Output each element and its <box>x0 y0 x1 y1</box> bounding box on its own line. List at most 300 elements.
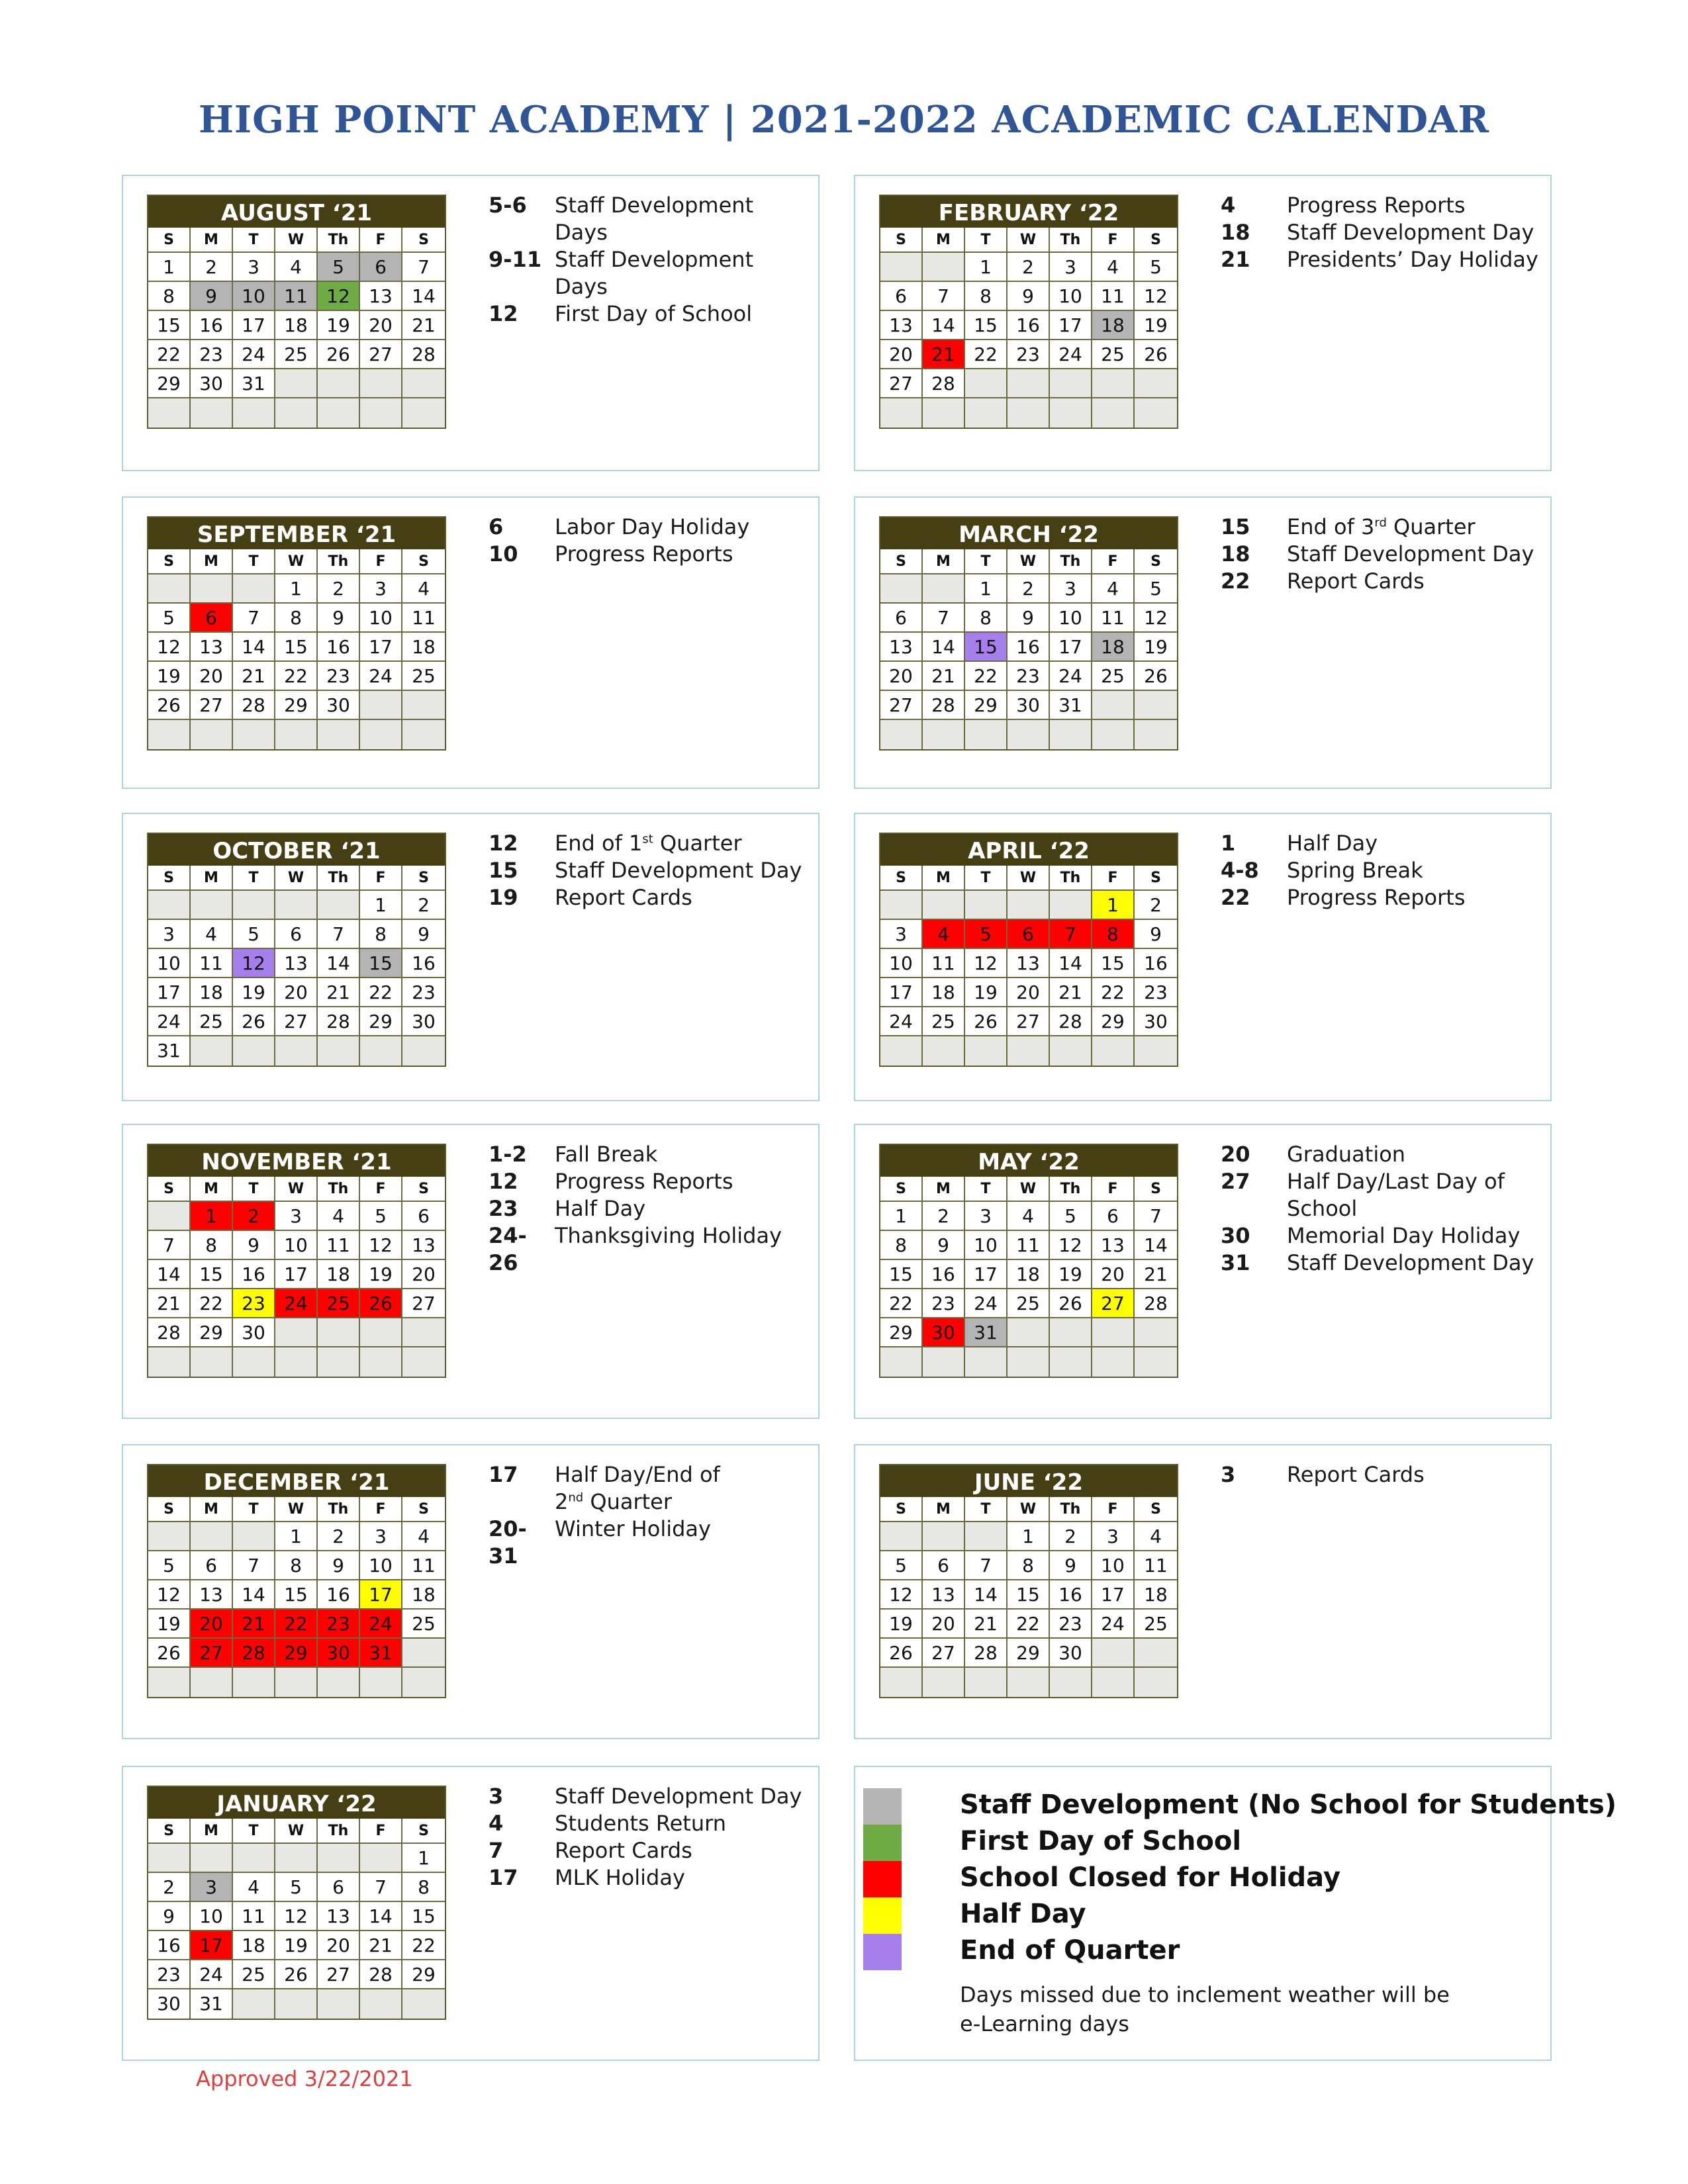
month-title: NOVEMBER ‘21 <box>148 1145 445 1177</box>
empty-cell <box>923 891 965 920</box>
weekday-header: M <box>923 1497 965 1522</box>
weekday-header: F <box>360 1497 402 1522</box>
day-cell: 11 <box>233 1902 275 1931</box>
weekday-header: F <box>1092 866 1135 891</box>
day-cell: 7 <box>233 604 275 633</box>
day-cell: 21 <box>1050 978 1092 1007</box>
event-date: 9-11 <box>489 247 542 272</box>
event-row <box>489 192 810 246</box>
empty-cell <box>275 398 318 428</box>
day-cell: 21 <box>965 1610 1008 1639</box>
day-cell: 20 <box>1008 978 1050 1007</box>
day-cell: 16 <box>1050 1580 1092 1610</box>
day-cell: 5 <box>880 1551 923 1580</box>
day-grid <box>148 1497 445 1697</box>
weekday-header: S <box>402 1819 445 1844</box>
day-cell: 29 <box>275 691 318 720</box>
empty-cell <box>965 1036 1008 1066</box>
month-title: AUGUST ‘21 <box>148 196 445 228</box>
day-cell: 8 <box>402 1873 445 1902</box>
day-cell: 3 <box>1050 253 1092 282</box>
empty-cell <box>965 369 1008 398</box>
day-cell-closed: 31 <box>360 1639 402 1668</box>
day-cell: 25 <box>1008 1289 1050 1318</box>
empty-cell <box>360 1668 402 1697</box>
calendar-dec <box>147 1464 446 1698</box>
day-cell: 21 <box>1135 1260 1177 1289</box>
day-cell: 10 <box>880 949 923 978</box>
month-panel-sep <box>122 496 820 789</box>
day-cell-staff: 10 <box>233 282 275 311</box>
event-row <box>1221 514 1542 541</box>
empty-cell <box>360 398 402 428</box>
day-cell: 8 <box>965 282 1008 311</box>
day-cell: 22 <box>275 662 318 691</box>
day-cell: 17 <box>1092 1580 1135 1610</box>
event-date: 15 <box>489 858 518 883</box>
month-title: APRIL ‘22 <box>880 834 1177 866</box>
weekday-header: M <box>191 1177 233 1202</box>
empty-cell <box>1135 398 1177 428</box>
empty-cell <box>233 1036 275 1066</box>
empty-cell <box>1008 1036 1050 1066</box>
month-panel-feb <box>854 175 1552 471</box>
day-cell: 14 <box>318 949 360 978</box>
empty-cell <box>1050 720 1092 749</box>
event-text: Report Cards <box>555 885 692 910</box>
day-cell: 11 <box>1008 1231 1050 1260</box>
day-cell: 4 <box>191 920 233 949</box>
day-cell: 22 <box>402 1931 445 1960</box>
day-cell: 28 <box>318 1007 360 1036</box>
day-cell: 31 <box>233 369 275 398</box>
day-cell: 9 <box>1008 604 1050 633</box>
month-title: FEBRUARY ‘22 <box>880 196 1177 228</box>
empty-cell <box>1135 1036 1177 1066</box>
weekday-header: S <box>402 1497 445 1522</box>
event-date: 15 <box>1221 514 1250 539</box>
day-cell: 17 <box>965 1260 1008 1289</box>
day-cell: 15 <box>191 1260 233 1289</box>
event-row <box>489 514 810 541</box>
day-cell: 2 <box>1008 253 1050 282</box>
event-text: Report Cards <box>1287 1462 1425 1487</box>
legend-swatch-quarter <box>863 1934 902 1970</box>
event-text: Staff Development Day <box>1287 541 1534 567</box>
weekday-header: W <box>275 1497 318 1522</box>
day-cell: 23 <box>923 1289 965 1318</box>
weekday-header: W <box>1008 1497 1050 1522</box>
day-cell: 1 <box>965 574 1008 604</box>
day-cell: 22 <box>965 662 1008 691</box>
day-grid <box>880 1177 1177 1377</box>
day-cell: 7 <box>1135 1202 1177 1231</box>
day-cell-staff: 18 <box>1092 633 1135 662</box>
event-row <box>1221 192 1542 219</box>
day-cell: 21 <box>318 978 360 1007</box>
event-row <box>489 1168 810 1195</box>
day-cell: 25 <box>923 1007 965 1036</box>
event-text: Graduation <box>1287 1142 1406 1167</box>
weekday-header: T <box>965 866 1008 891</box>
day-cell: 9 <box>1008 282 1050 311</box>
day-cell: 21 <box>402 311 445 340</box>
day-cell: 15 <box>275 1580 318 1610</box>
day-cell: 13 <box>1092 1231 1135 1260</box>
empty-cell <box>965 1522 1008 1551</box>
event-date: 18 <box>1221 541 1250 567</box>
empty-cell <box>191 1036 233 1066</box>
day-cell: 1 <box>402 1844 445 1873</box>
event-date: 17 <box>489 1462 518 1487</box>
day-cell: 11 <box>402 604 445 633</box>
day-cell: 21 <box>148 1289 191 1318</box>
weekday-header: F <box>360 549 402 574</box>
weekday-header: S <box>880 549 923 574</box>
month-title: JUNE ‘22 <box>880 1465 1177 1497</box>
empty-cell <box>233 1522 275 1551</box>
day-cell: 8 <box>360 920 402 949</box>
day-cell: 1 <box>360 891 402 920</box>
event-row <box>489 830 810 857</box>
day-cell-closed: 8 <box>1092 920 1135 949</box>
month-title: JANUARY ‘22 <box>148 1787 445 1819</box>
event-text: Staff Development Days <box>555 193 754 245</box>
month-title: MARCH ‘22 <box>880 518 1177 549</box>
day-cell: 12 <box>148 1580 191 1610</box>
day-cell: 22 <box>148 340 191 369</box>
event-text: First Day of School <box>555 301 753 326</box>
day-cell: 5 <box>1135 253 1177 282</box>
day-cell: 13 <box>191 633 233 662</box>
empty-cell <box>191 574 233 604</box>
event-date: 20-31 <box>489 1516 527 1569</box>
legend-item-quarter <box>863 1934 902 1970</box>
empty-cell <box>360 369 402 398</box>
day-cell: 2 <box>1135 891 1177 920</box>
day-cell: 28 <box>923 691 965 720</box>
event-list-mar <box>1221 514 1542 595</box>
event-text: MLK Holiday <box>555 1865 685 1890</box>
day-cell: 23 <box>148 1960 191 1989</box>
empty-cell <box>148 1668 191 1697</box>
day-cell-closed: 4 <box>923 920 965 949</box>
event-text: Staff Development Day <box>1287 220 1534 245</box>
day-cell: 10 <box>360 604 402 633</box>
event-text: Progress Reports <box>555 1169 733 1194</box>
weekday-header: S <box>1135 1177 1177 1202</box>
day-cell: 3 <box>360 574 402 604</box>
day-cell: 8 <box>880 1231 923 1260</box>
day-cell: 26 <box>880 1639 923 1668</box>
event-date: 12 <box>489 301 518 326</box>
empty-cell <box>360 691 402 720</box>
weekday-header: S <box>148 228 191 253</box>
day-cell: 18 <box>402 633 445 662</box>
calendar-mar <box>879 516 1178 751</box>
day-cell: 14 <box>233 633 275 662</box>
event-text: Half Day/Last Day of School <box>1287 1169 1505 1221</box>
day-cell-closed: 26 <box>360 1289 402 1318</box>
day-cell: 18 <box>275 311 318 340</box>
day-cell: 30 <box>1135 1007 1177 1036</box>
day-cell: 16 <box>318 633 360 662</box>
day-cell: 5 <box>275 1873 318 1902</box>
day-cell: 2 <box>318 574 360 604</box>
day-cell-closed: 22 <box>275 1610 318 1639</box>
empty-cell <box>191 1522 233 1551</box>
legend-swatch-staff <box>863 1788 902 1825</box>
day-cell: 10 <box>965 1231 1008 1260</box>
day-cell: 5 <box>1135 574 1177 604</box>
day-cell: 20 <box>880 662 923 691</box>
day-cell: 16 <box>402 949 445 978</box>
weekday-header: M <box>923 549 965 574</box>
day-cell: 13 <box>402 1231 445 1260</box>
day-cell: 29 <box>880 1318 923 1347</box>
day-cell: 9 <box>1050 1551 1092 1580</box>
event-row <box>1221 1461 1542 1488</box>
day-cell: 8 <box>275 1551 318 1580</box>
event-row <box>489 1141 810 1168</box>
day-cell: 31 <box>148 1036 191 1066</box>
day-cell: 14 <box>923 311 965 340</box>
day-cell: 28 <box>148 1318 191 1347</box>
empty-cell <box>275 891 318 920</box>
empty-cell <box>318 398 360 428</box>
day-cell: 11 <box>402 1551 445 1580</box>
day-cell: 3 <box>965 1202 1008 1231</box>
event-row <box>489 1222 810 1277</box>
day-cell: 13 <box>275 949 318 978</box>
weekday-header: Th <box>1050 549 1092 574</box>
month-title: OCTOBER ‘21 <box>148 834 445 866</box>
empty-cell <box>1135 1639 1177 1668</box>
day-cell: 15 <box>965 311 1008 340</box>
day-cell: 20 <box>880 340 923 369</box>
day-grid <box>148 549 445 749</box>
event-date: 30 <box>1221 1223 1250 1248</box>
empty-cell <box>1135 720 1177 749</box>
empty-cell <box>923 1036 965 1066</box>
legend-label-staff: Staff Development (No School for Students) <box>960 1790 1617 1820</box>
empty-cell <box>360 1036 402 1066</box>
day-cell-staff: 6 <box>360 253 402 282</box>
day-cell: 27 <box>360 340 402 369</box>
event-row <box>1221 884 1542 911</box>
empty-cell <box>148 1522 191 1551</box>
day-cell: 5 <box>360 1202 402 1231</box>
day-cell: 18 <box>1135 1580 1177 1610</box>
day-cell: 10 <box>191 1902 233 1931</box>
day-cell: 14 <box>148 1260 191 1289</box>
month-title: MAY ‘22 <box>880 1145 1177 1177</box>
weekday-header: S <box>1135 549 1177 574</box>
event-date: 24-26 <box>489 1223 527 1275</box>
weekday-header: S <box>880 228 923 253</box>
weekday-header: T <box>965 549 1008 574</box>
day-cell: 4 <box>233 1873 275 1902</box>
weekday-header: T <box>965 1177 1008 1202</box>
day-cell: 2 <box>1050 1522 1092 1551</box>
empty-cell <box>923 1668 965 1697</box>
legend-note: Days missed due to inclement weather will be e-Learning days <box>960 1982 1450 2036</box>
empty-cell <box>191 398 233 428</box>
day-cell: 12 <box>1135 604 1177 633</box>
month-panel-nov <box>122 1124 820 1419</box>
day-cell: 22 <box>1008 1610 1050 1639</box>
day-cell-closed: 7 <box>1050 920 1092 949</box>
event-row <box>489 246 810 300</box>
empty-cell <box>880 1522 923 1551</box>
day-cell: 11 <box>923 949 965 978</box>
weekday-header: W <box>1008 549 1050 574</box>
empty-cell <box>233 398 275 428</box>
day-cell-closed: 25 <box>318 1289 360 1318</box>
day-cell: 23 <box>191 340 233 369</box>
day-cell: 3 <box>1050 574 1092 604</box>
event-text: Staff Development Day <box>1287 1250 1534 1275</box>
empty-cell <box>880 253 923 282</box>
event-date: 20 <box>1221 1142 1250 1167</box>
calendar-nov <box>147 1144 446 1378</box>
weekday-header: Th <box>318 1177 360 1202</box>
day-cell: 1 <box>148 253 191 282</box>
event-text: Staff Development Days <box>555 247 754 299</box>
day-cell-closed: 23 <box>318 1610 360 1639</box>
empty-cell <box>148 720 191 749</box>
event-text: Presidents’ Day Holiday <box>1287 247 1538 272</box>
day-cell: 22 <box>191 1289 233 1318</box>
day-cell: 20 <box>923 1610 965 1639</box>
day-cell: 7 <box>233 1551 275 1580</box>
day-cell-staff: 9 <box>191 282 233 311</box>
empty-cell <box>880 398 923 428</box>
day-cell: 13 <box>191 1580 233 1610</box>
empty-cell <box>1092 1318 1135 1347</box>
day-cell: 15 <box>880 1260 923 1289</box>
event-text: Half Day <box>555 1196 646 1221</box>
weekday-header: S <box>148 866 191 891</box>
empty-cell <box>1008 720 1050 749</box>
calendar-feb <box>879 195 1178 429</box>
day-cell: 26 <box>148 691 191 720</box>
day-cell: 18 <box>191 978 233 1007</box>
event-row <box>1221 857 1542 884</box>
empty-cell <box>1092 1036 1135 1066</box>
day-cell: 10 <box>360 1551 402 1580</box>
day-cell: 30 <box>318 691 360 720</box>
event-text: End of 3rd Quarter <box>1287 514 1476 539</box>
day-cell: 6 <box>318 1873 360 1902</box>
event-row <box>489 857 810 884</box>
day-cell: 25 <box>191 1007 233 1036</box>
day-cell: 19 <box>148 1610 191 1639</box>
day-cell: 13 <box>923 1580 965 1610</box>
day-cell: 18 <box>318 1260 360 1289</box>
day-cell: 2 <box>148 1873 191 1902</box>
calendar-may <box>879 1144 1178 1378</box>
empty-cell <box>1050 1318 1092 1347</box>
day-cell-closed: 30 <box>318 1639 360 1668</box>
weekday-header: Th <box>1050 1177 1092 1202</box>
day-cell: 16 <box>233 1260 275 1289</box>
day-cell: 4 <box>402 574 445 604</box>
day-cell-closed: 6 <box>191 604 233 633</box>
day-cell: 9 <box>402 920 445 949</box>
weekday-header: S <box>1135 228 1177 253</box>
legend-label-first: First Day of School <box>960 1826 1242 1856</box>
empty-cell <box>1092 720 1135 749</box>
day-cell: 24 <box>880 1007 923 1036</box>
day-cell: 9 <box>923 1231 965 1260</box>
day-cell: 25 <box>402 1610 445 1639</box>
legend-list <box>863 1788 1617 2053</box>
weekday-header: M <box>191 228 233 253</box>
month-panel-apr <box>854 813 1552 1101</box>
day-cell: 23 <box>1135 978 1177 1007</box>
day-cell: 19 <box>233 978 275 1007</box>
weekday-header: F <box>1092 1177 1135 1202</box>
day-cell: 18 <box>923 978 965 1007</box>
event-row <box>489 1516 810 1570</box>
day-cell: 6 <box>191 1551 233 1580</box>
day-cell: 14 <box>1050 949 1092 978</box>
day-cell: 20 <box>318 1931 360 1960</box>
day-cell: 29 <box>148 369 191 398</box>
day-cell: 29 <box>1092 1007 1135 1036</box>
event-date: 1 <box>1221 831 1236 856</box>
day-cell: 6 <box>923 1551 965 1580</box>
day-cell: 7 <box>148 1231 191 1260</box>
day-cell: 6 <box>275 920 318 949</box>
day-cell: 18 <box>402 1580 445 1610</box>
day-cell: 26 <box>233 1007 275 1036</box>
month-panel-dec <box>122 1444 820 1739</box>
empty-cell <box>318 1668 360 1697</box>
day-cell-staff: 15 <box>360 949 402 978</box>
day-cell: 22 <box>360 978 402 1007</box>
empty-cell <box>318 369 360 398</box>
weekday-header: S <box>880 866 923 891</box>
day-cell: 12 <box>275 1902 318 1931</box>
day-cell: 3 <box>1092 1522 1135 1551</box>
day-cell: 9 <box>233 1231 275 1260</box>
day-cell: 14 <box>402 282 445 311</box>
day-cell: 24 <box>148 1007 191 1036</box>
day-cell: 9 <box>318 604 360 633</box>
event-text: Report Cards <box>1287 569 1425 594</box>
event-date: 27 <box>1221 1169 1250 1194</box>
empty-cell <box>965 720 1008 749</box>
day-cell: 9 <box>148 1902 191 1931</box>
day-cell: 24 <box>1050 340 1092 369</box>
day-grid <box>148 866 445 1066</box>
day-cell: 19 <box>148 662 191 691</box>
event-date: 22 <box>1221 569 1250 594</box>
event-text: Progress Reports <box>1287 193 1466 218</box>
empty-cell <box>275 1036 318 1066</box>
day-cell: 29 <box>191 1318 233 1347</box>
day-cell: 26 <box>148 1639 191 1668</box>
day-grid <box>148 228 445 428</box>
day-cell: 27 <box>275 1007 318 1036</box>
day-cell: 26 <box>1135 340 1177 369</box>
empty-cell <box>1135 1347 1177 1377</box>
event-date: 7 <box>489 1838 504 1863</box>
day-cell: 31 <box>1050 691 1092 720</box>
event-date: 4 <box>1221 193 1236 218</box>
